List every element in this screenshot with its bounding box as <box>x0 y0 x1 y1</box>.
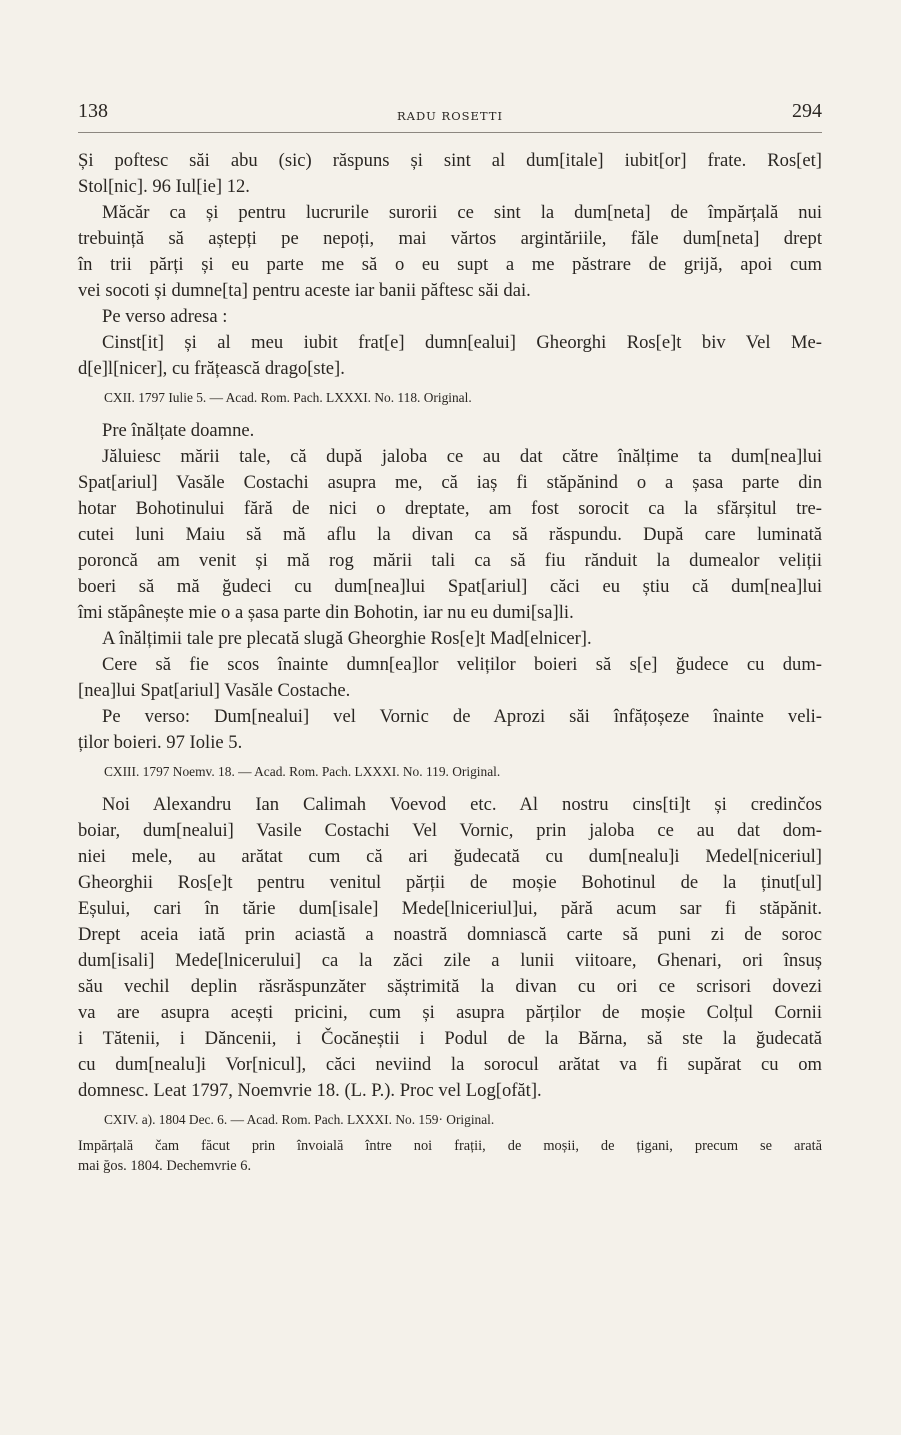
document-number-right: 294 <box>792 100 822 122</box>
text-line: Măcăr ca și pentru lucrurile surorii ce sint la dum[neta] de împărțală nui <box>102 202 822 223</box>
paragraph-resolution <box>78 652 822 704</box>
citation-cxii: CXII. 1797 Iulie 5. — Acad. Rom. Pach. LXXXI. No. 118. Original. <box>104 390 472 405</box>
citation-cxiii: CXIII. 1797 Noemv. 18. — Acad. Rom. Pach. LXXXI. No. 119. Original. <box>104 764 501 779</box>
text-line: Pre înălțate doamne. <box>102 420 255 441</box>
text-line: boiar, dum[nealui] Vasile Costachi Vel Vornic, prin jaloba ce au dat dom- <box>78 820 822 841</box>
text-line: Pe verso adresa : <box>102 306 228 327</box>
text-line: cutei luni Maiu să mă aflu la divan ca să răspundu. După care luminată <box>78 524 822 545</box>
paragraph-signature <box>78 626 822 652</box>
paragraph-inheritance-division <box>78 1136 822 1176</box>
paragraph-verso-label <box>78 304 822 330</box>
text-line: Jăluiesc mării tale, că după jaloba ce au dat către înălțime ta dum[nea]lui <box>102 446 822 467</box>
text-line: în trii părți și eu parte me să o eu supt a me păstrare de grijă, apoi cum <box>78 254 822 275</box>
text-line: boeri să mă ğudeci cu dum[nea]lui Spat[ariul] căci eu știu că dum[nea]lui <box>78 576 822 597</box>
paragraph-verso-note <box>78 704 822 756</box>
text-line: trebuință să aștepți pe nepoți, mai vărtos argintăriile, făle dum[neta] drept <box>78 228 822 249</box>
text-line: său vechil deplin răsrăspunzăter săștrimită la divan cu ori ce scrisori dovezi <box>78 976 822 997</box>
text-line: dum[isali] Mede[lnicerului] ca la zăci zile a lunii viitoare, Ghenari, ori însuș <box>78 950 822 971</box>
page-body <box>78 148 822 1176</box>
text-line: Gheorghii Ros[e]t pentru venitul părții de moșie Bohotinul de la ținut[ul] <box>78 872 822 893</box>
text-line: Cere să fie scos înainte dumn[ea]lor veliților boieri să s[e] ğudece cu dum- <box>102 654 822 675</box>
text-line: Drept aceia iată prin aciastă a noastră domniască carte să puni zi de soroc <box>78 924 822 945</box>
text-line: Cinst[it] și al meu iubit frat[e] dumn[ealui] Gheorghi Ros[e]t biv Vel Me- <box>102 332 822 353</box>
paragraph-postscript <box>78 200 822 304</box>
running-title: RADU ROSETTI <box>397 109 503 123</box>
text-line: Pe verso: Dum[nealui] vel Vornic de Aprozi săi înfățoșeze înainte veli- <box>102 706 822 727</box>
text-line: niei mele, au arătat cum că ari ğudecată cu dum[nealu]i Medel[niceriul] <box>78 846 822 867</box>
text-line: Spat[ariul] Vasăle Costachi asupra me, că iaș fi stăpănind o a șasa parte din <box>78 472 822 493</box>
text-line: d[e]l[nicer], cu frățească drago[ste]. <box>78 358 345 379</box>
text-line: ților boieri. 97 Iolie 5. <box>78 732 243 753</box>
paragraph-princely-decree <box>78 792 822 1104</box>
text-line: îmi stăpânește mie o a șasa parte din Bohotin, iar nu eu dumi[sa]li. <box>78 602 574 623</box>
text-line: poroncă am venit și mă rog mării tali ca să fiu rănduit la dumealor veliții <box>78 550 822 571</box>
paragraph-address <box>78 330 822 382</box>
text-line: Noi Alexandru Ian Calimah Voevod etc. Al nostru cins[ti]t și credinčos <box>102 794 822 815</box>
text-line: [nea]lui Spat[ariul] Vasăle Costache. <box>78 680 351 701</box>
text-line: va are asupra acești pricini, cum și asupra părților de moșie Colțul Cornii <box>78 1002 822 1023</box>
text-line: Stol[nic]. 96 Iul[ie] 12. <box>78 176 250 197</box>
text-line: hotar Bohotinului fără de nici o dreptate, am fost sorocit ca la sfărșitul tre- <box>78 498 822 519</box>
text-line: mai ğos. 1804. Dechemvrie 6. <box>78 1158 252 1174</box>
text-line: cu dum[nealu]i Vor[nicul], căci neviind la sorocul arătat va fi supărat cu om <box>78 1054 822 1075</box>
text-line: A înălțimii tale pre plecată slugă Gheorghie Ros[e]t Mad[elnicer]. <box>102 628 592 649</box>
text-line: domnesc. Leat 1797, Noemvrie 18. (L. P.). Proc vel Log[ofăt]. <box>78 1080 542 1101</box>
paragraph-closing-letter <box>78 148 822 200</box>
running-header <box>78 96 822 133</box>
paragraph-salutation <box>78 418 822 444</box>
text-line: i Tătenii, i Dăncenii, i Čocăneștii i Podul de la Bărna, să ste la ğudecată <box>78 1028 822 1049</box>
text-line: vei socoti și dumne[ta] pentru aceste iar banii păftesc săi dai. <box>78 280 531 301</box>
text-line: Impărțală čam făcut prin învoială între noi frații, de moșii, de țigani, precum se arată <box>78 1138 822 1154</box>
page-number-left: 138 <box>78 100 108 122</box>
text-line: Eșului, cari în tărie dum[isale] Mede[lniceriul]ui, pără acum sar fi stăpănit. <box>78 898 822 919</box>
citation-cxiv: CXIV. a). 1804 Dec. 6. — Acad. Rom. Pach. LXXXI. No. 159· Original. <box>104 1112 495 1127</box>
text-line: Și poftesc săi abu (sic) răspuns și sint al dum[itale] iubit[or] frate. Ros[et] <box>78 150 822 171</box>
paragraph-complaint <box>78 444 822 626</box>
